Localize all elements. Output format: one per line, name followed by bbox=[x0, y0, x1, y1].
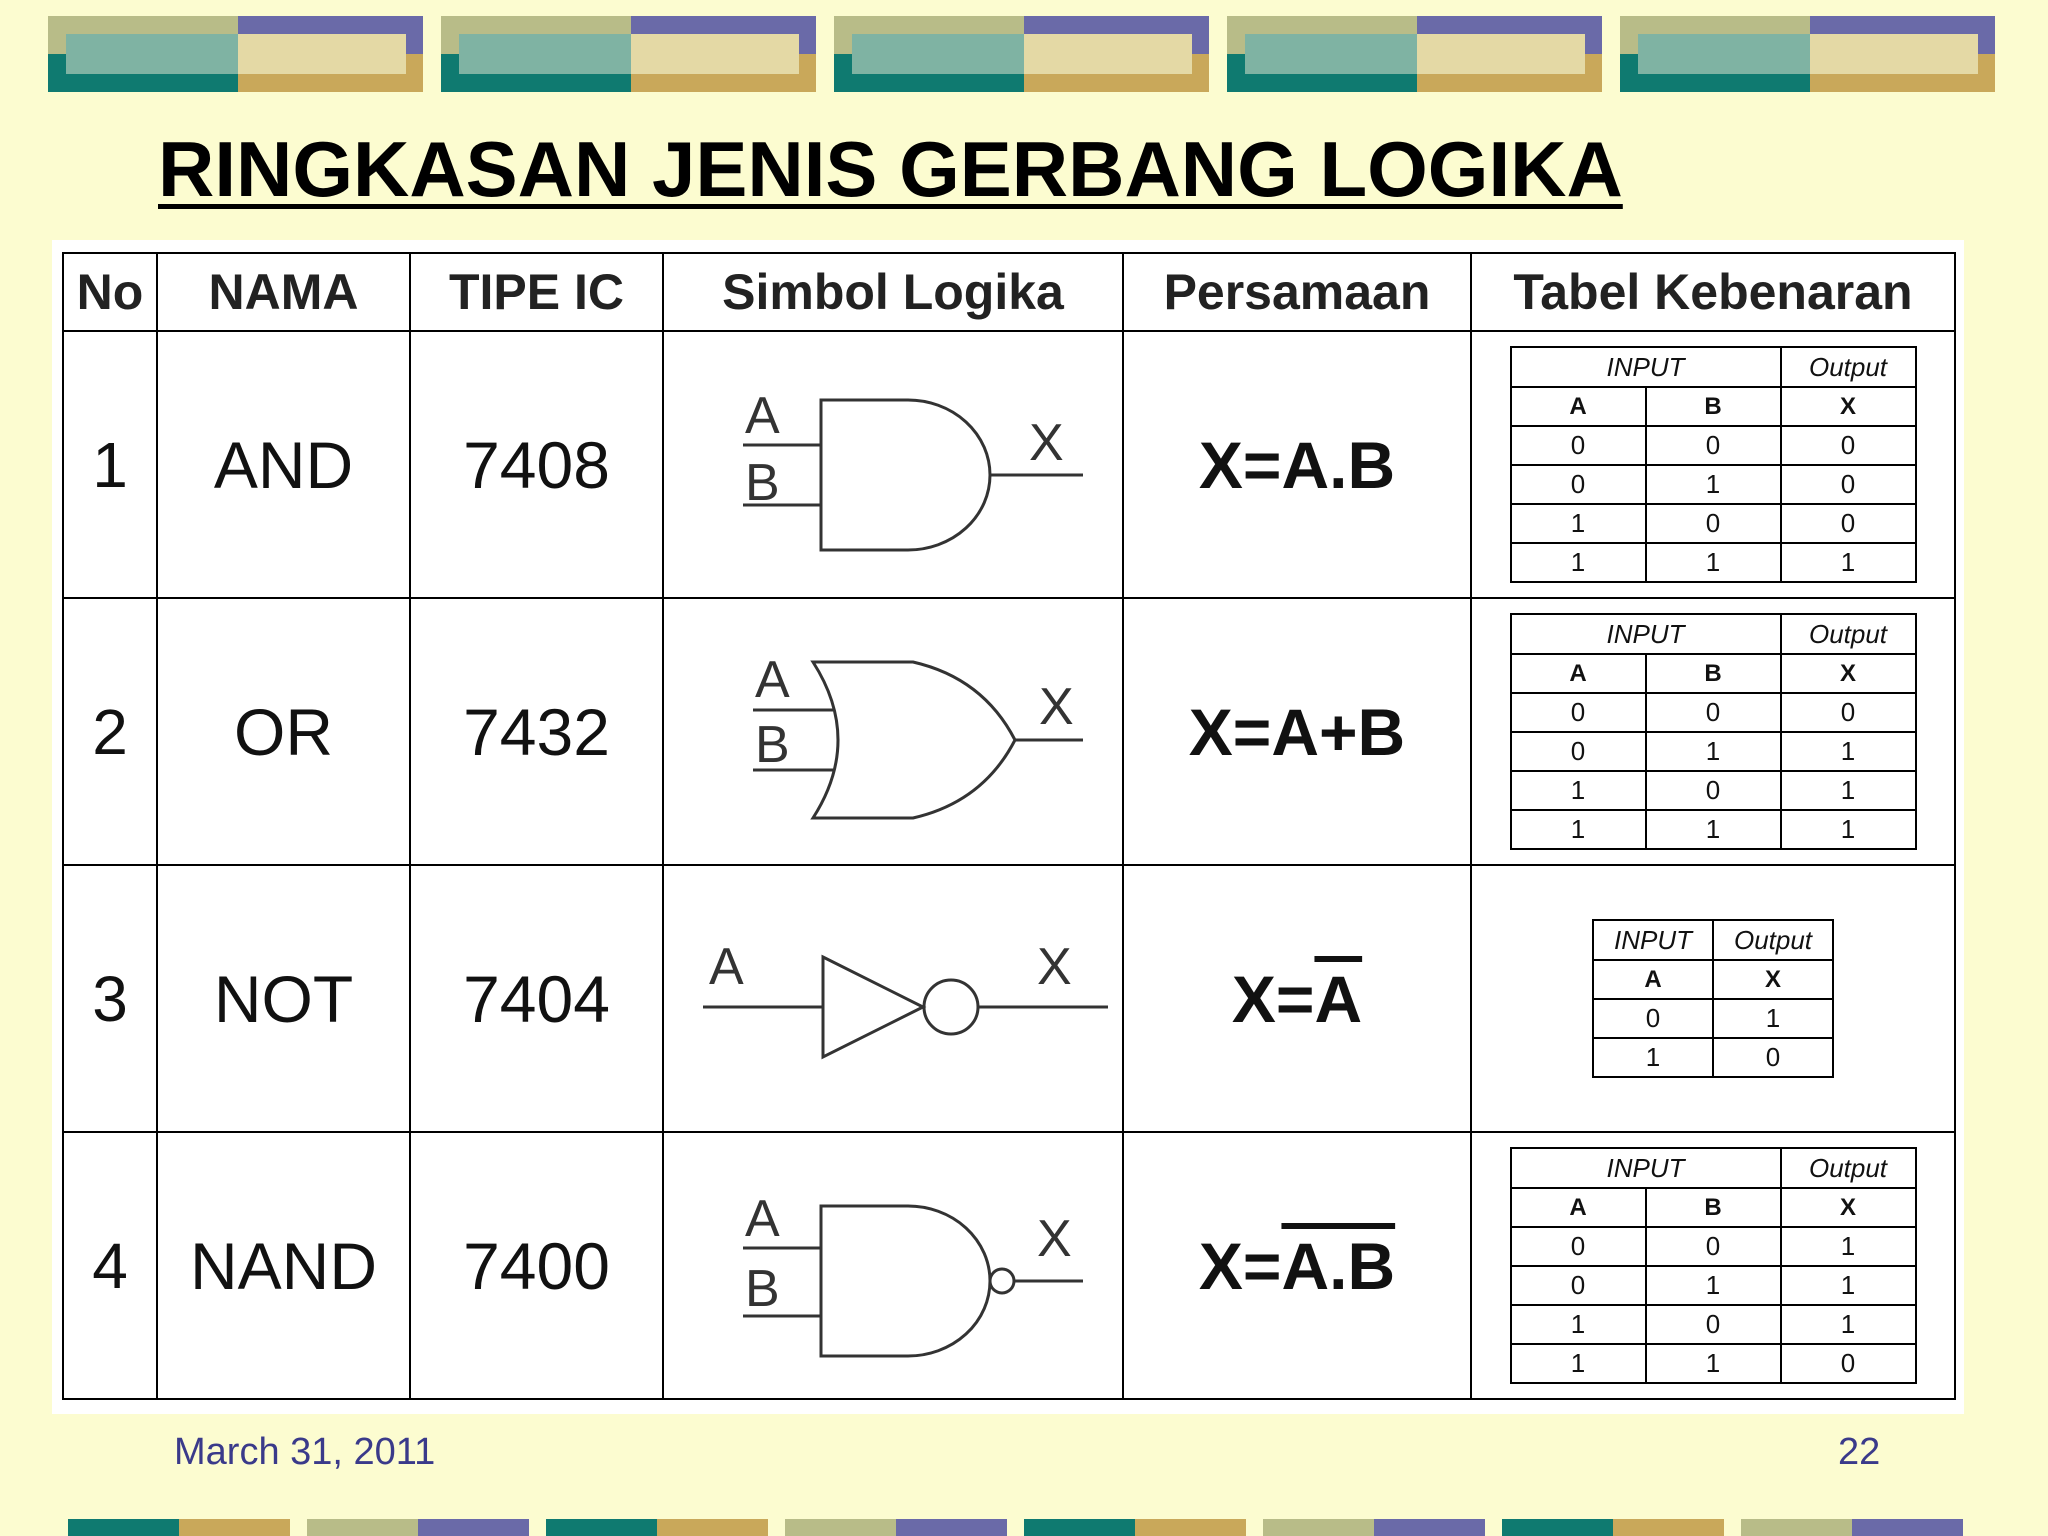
equation-body: A.B bbox=[1281, 1228, 1396, 1303]
truth-cell: 0 bbox=[1593, 999, 1713, 1038]
gate-name: OR bbox=[157, 598, 410, 865]
header-equation: Persamaan bbox=[1123, 253, 1471, 331]
header-truth-table: Tabel Kebenaran bbox=[1471, 253, 1955, 331]
and-gate-icon bbox=[683, 355, 1103, 575]
truth-cell: 1 bbox=[1646, 732, 1781, 771]
truth-cell: 0 bbox=[1646, 504, 1781, 543]
output-x-label: X bbox=[1039, 677, 1074, 736]
ic-type: 7404 bbox=[410, 865, 663, 1132]
truth-row bbox=[1593, 999, 1833, 1038]
strip-tile bbox=[307, 1519, 529, 1536]
col-a: A bbox=[1511, 1188, 1646, 1227]
truth-row bbox=[1511, 1344, 1916, 1383]
ic-type: 7400 bbox=[410, 1132, 663, 1399]
ic-type: 7432 bbox=[410, 598, 663, 865]
input-header: INPUT bbox=[1511, 1148, 1781, 1188]
row-number: 3 bbox=[63, 865, 157, 1132]
truth-cell: 0 bbox=[1646, 426, 1781, 465]
col-x: X bbox=[1713, 960, 1833, 999]
banner-tile bbox=[1620, 16, 1995, 92]
col-x: X bbox=[1781, 387, 1916, 426]
banner-tile bbox=[48, 16, 423, 92]
truth-table bbox=[1510, 1147, 1917, 1384]
output-x-label: X bbox=[1037, 937, 1072, 996]
equation-cell bbox=[1123, 865, 1471, 1132]
strip-tile bbox=[1741, 1519, 1963, 1536]
truth-table-cell bbox=[1471, 1132, 1955, 1399]
input-a-label: A bbox=[709, 937, 744, 996]
input-b-label: B bbox=[745, 453, 780, 512]
input-b-label: B bbox=[755, 715, 790, 774]
truth-table-cell bbox=[1471, 331, 1955, 598]
col-b: B bbox=[1646, 654, 1781, 693]
col-x: X bbox=[1781, 654, 1916, 693]
truth-row bbox=[1511, 465, 1916, 504]
col-a: A bbox=[1593, 960, 1713, 999]
truth-row bbox=[1511, 543, 1916, 582]
input-a-label: A bbox=[755, 650, 790, 709]
truth-cell: 1 bbox=[1781, 1227, 1916, 1266]
symbol-cell bbox=[663, 1132, 1123, 1399]
header-ic-type: TIPE IC bbox=[410, 253, 663, 331]
truth-row bbox=[1511, 1266, 1916, 1305]
ic-type: 7408 bbox=[410, 331, 663, 598]
row-number: 2 bbox=[63, 598, 157, 865]
output-b-label: B bbox=[745, 1259, 780, 1318]
truth-cell: 0 bbox=[1781, 1344, 1916, 1383]
table-row bbox=[63, 865, 1955, 1132]
truth-cell: 1 bbox=[1511, 810, 1646, 849]
input-header: INPUT bbox=[1593, 920, 1713, 960]
output-header: Output bbox=[1781, 1148, 1916, 1188]
truth-cell: 1 bbox=[1646, 465, 1781, 504]
truth-row bbox=[1511, 1227, 1916, 1266]
output-header: Output bbox=[1781, 614, 1916, 654]
output-x-label: X bbox=[1037, 1209, 1072, 1268]
table-panel bbox=[52, 240, 1964, 1414]
not-gate-icon bbox=[673, 899, 1113, 1099]
symbol-cell bbox=[663, 865, 1123, 1132]
header-name: NAMA bbox=[157, 253, 410, 331]
truth-cell: 0 bbox=[1781, 426, 1916, 465]
col-b: B bbox=[1646, 387, 1781, 426]
truth-cell: 0 bbox=[1781, 465, 1916, 504]
col-b: B bbox=[1646, 1188, 1781, 1227]
truth-cell: 0 bbox=[1781, 504, 1916, 543]
gate-name: NAND bbox=[157, 1132, 410, 1399]
truth-cell: 1 bbox=[1781, 732, 1916, 771]
truth-table-cell bbox=[1471, 598, 1955, 865]
symbol-cell bbox=[663, 331, 1123, 598]
col-a: A bbox=[1511, 654, 1646, 693]
footer-date: March 31, 2011 bbox=[174, 1431, 436, 1473]
truth-cell: 1 bbox=[1511, 1305, 1646, 1344]
truth-cell: 1 bbox=[1511, 1344, 1646, 1383]
truth-cell: 1 bbox=[1511, 543, 1646, 582]
truth-row bbox=[1511, 810, 1916, 849]
equation-cell bbox=[1123, 331, 1471, 598]
truth-cell: 0 bbox=[1781, 693, 1916, 732]
equation-prefix: X= bbox=[1231, 961, 1315, 1036]
truth-cell: 0 bbox=[1646, 1305, 1781, 1344]
truth-cell: 0 bbox=[1511, 465, 1646, 504]
page-number: 22 bbox=[1838, 1431, 1881, 1473]
equation-prefix: X= bbox=[1198, 1228, 1282, 1303]
truth-cell: 0 bbox=[1646, 1227, 1781, 1266]
equation-body: A+B bbox=[1271, 694, 1406, 769]
truth-cell: 1 bbox=[1646, 1266, 1781, 1305]
gate-name: AND bbox=[157, 331, 410, 598]
truth-table-cell bbox=[1471, 865, 1955, 1132]
banner-tile bbox=[441, 16, 816, 92]
input-a-label: A bbox=[745, 386, 780, 445]
truth-table bbox=[1592, 919, 1834, 1078]
strip-tile bbox=[68, 1519, 290, 1536]
input-a-label: A bbox=[745, 1189, 780, 1248]
truth-cell: 1 bbox=[1781, 1266, 1916, 1305]
truth-cell: 0 bbox=[1511, 1227, 1646, 1266]
truth-cell: 0 bbox=[1646, 693, 1781, 732]
equation-body: A.B bbox=[1281, 427, 1396, 502]
input-header: INPUT bbox=[1511, 614, 1781, 654]
strip-tile bbox=[1024, 1519, 1246, 1536]
equation-prefix: X= bbox=[1198, 427, 1282, 502]
truth-cell: 0 bbox=[1511, 693, 1646, 732]
output-header: Output bbox=[1713, 920, 1833, 960]
or-gate-icon bbox=[683, 622, 1103, 842]
input-header: INPUT bbox=[1511, 347, 1781, 387]
table-row bbox=[63, 331, 1955, 598]
equation-cell bbox=[1123, 1132, 1471, 1399]
strip-tile bbox=[546, 1519, 768, 1536]
truth-row bbox=[1511, 732, 1916, 771]
truth-row bbox=[1511, 693, 1916, 732]
output-header: Output bbox=[1781, 347, 1916, 387]
col-x: X bbox=[1781, 1188, 1916, 1227]
symbol-cell bbox=[663, 598, 1123, 865]
truth-cell: 1 bbox=[1781, 810, 1916, 849]
header-symbol: Simbol Logika bbox=[663, 253, 1123, 331]
equation-cell bbox=[1123, 598, 1471, 865]
col-a: A bbox=[1511, 387, 1646, 426]
truth-row bbox=[1511, 1305, 1916, 1344]
truth-cell: 1 bbox=[1646, 543, 1781, 582]
truth-cell: 0 bbox=[1511, 426, 1646, 465]
truth-cell: 1 bbox=[1781, 543, 1916, 582]
truth-table bbox=[1510, 613, 1917, 850]
strip-tile bbox=[1502, 1519, 1724, 1536]
truth-cell: 0 bbox=[1713, 1038, 1833, 1077]
gate-name: NOT bbox=[157, 865, 410, 1132]
truth-cell: 1 bbox=[1511, 504, 1646, 543]
truth-cell: 1 bbox=[1713, 999, 1833, 1038]
truth-cell: 0 bbox=[1511, 1266, 1646, 1305]
output-x-label: X bbox=[1029, 413, 1064, 472]
truth-row bbox=[1511, 771, 1916, 810]
table-row bbox=[63, 1132, 1955, 1399]
header-no: No bbox=[63, 253, 157, 331]
truth-cell: 1 bbox=[1511, 771, 1646, 810]
slide-title: RINGKASAN JENIS GERBANG LOGIKA bbox=[158, 125, 1623, 213]
strip-tile bbox=[785, 1519, 1007, 1536]
equation-prefix: X= bbox=[1188, 694, 1272, 769]
truth-row bbox=[1511, 426, 1916, 465]
table-row bbox=[63, 598, 1955, 865]
truth-cell: 0 bbox=[1511, 732, 1646, 771]
truth-cell: 1 bbox=[1781, 771, 1916, 810]
truth-cell: 0 bbox=[1646, 771, 1781, 810]
truth-cell: 1 bbox=[1646, 810, 1781, 849]
truth-cell: 1 bbox=[1781, 1305, 1916, 1344]
header-row bbox=[63, 253, 1955, 331]
truth-row bbox=[1593, 1038, 1833, 1077]
row-number: 1 bbox=[63, 331, 157, 598]
truth-row bbox=[1511, 504, 1916, 543]
truth-table bbox=[1510, 346, 1917, 583]
row-number: 4 bbox=[63, 1132, 157, 1399]
banner-tile bbox=[834, 16, 1209, 92]
truth-cell: 1 bbox=[1593, 1038, 1713, 1077]
strip-tile bbox=[1263, 1519, 1485, 1536]
logic-gates-table bbox=[62, 252, 1956, 1400]
truth-cell: 1 bbox=[1646, 1344, 1781, 1383]
banner-tile bbox=[1227, 16, 1602, 92]
equation-body: $\overline{A}$ bbox=[1314, 961, 1363, 1036]
nand-gate-icon bbox=[683, 1156, 1103, 1376]
